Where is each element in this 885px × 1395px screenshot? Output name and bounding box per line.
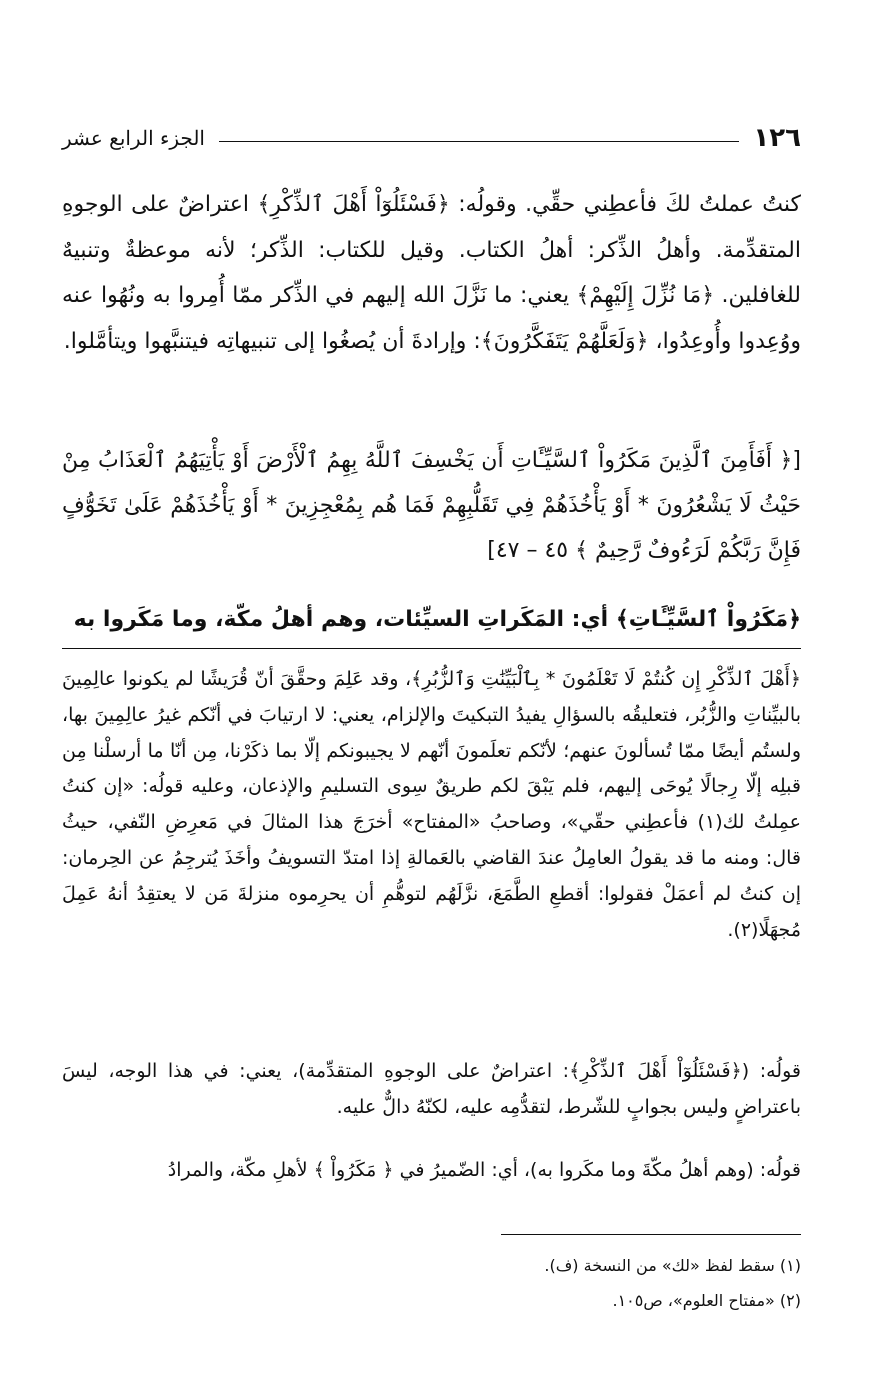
- commentary-paragraph-3: قولُه: (وهم أهلُ مكّةَ وما مكَروا به)، أي: الضّميرُ في ﴿ مَكَرُواْ ﴾ لأهلِ مكّة، والمرادُ: [167, 1159, 801, 1181]
- main-text: [62, 182, 801, 364]
- commentary-paragraph: ﴿أَهْلَ ٱلذِّكْرِ إِن كُنتُمْ لَا تَعْلَمُونَ * بِٱلْبَيِّنَٰتِ وَٱلزُّبُرِ﴾، وقد عَلِمَ وحقَّقَ أنّ قُرَيشًا لم يكونوا عالِمِينَ بالبيِّناتِ والزُّبُر، فتعليقُه بالسؤالِ يفيدُ التبكيتَ والإلزام، يعني: لا ارتيابَ في أنّكم غيرُ عالِمِينَ بها، ولستُم أيضًا ممّا تُسألونَ عنهم؛ لأنّكم تعلَمونَ أنّهم لا يجيبونكم إلّا بما ذكَرْنا، مِن أنّا ما أرسلْنا مِن قبلِه إلّا رِجالًا يُوحَى إليهم، فلم يَبْقَ لكم طريقٌ سِوى التسليمِ والإذعان، وعليه قولُه: «إن كنتُ عمِلتُ لك(١) فأعطِني حقّي»، وصاحبُ «المفتاح» أخرَجَ هذا المثالَ في مَعرِضِ النّفي، حيثُ قال: ومنه ما قد يقولُ العامِلُ عندَ القاضي بالعَمالةِ إذا امتدّ التسويفُ وأخَذَ يُترجِمُ عن الحِرمان: إن كنتُ لم أعمَلْ فقولوا: أقطعِ الطَّمَعَ، نزَّلَهُم لتوهُّمِ أن يحرِموه منزلةَ مَن لا يعتقِدُ أنهُ عَمِلَ مُجهَلًا(٢).: [62, 668, 801, 941]
- quran-verse-block: [62, 438, 801, 573]
- commentary-block-2: [62, 1053, 801, 1125]
- commentary-block: [62, 662, 801, 948]
- footnote-1: (١) سقط لفظ «لك» من النسخة (ف).: [544, 1256, 801, 1275]
- page-number: ١٢٦: [753, 123, 801, 153]
- lemma-text: ﴿مَكَرُواْ ٱلسَّيِّـَٔاتِ﴾ أي: المَكَراتِ السيِّئات، وهم أهلُ مكّة، وما مَكَروا به: [73, 607, 801, 632]
- commentary-block-3: [62, 1152, 801, 1188]
- footnote-2: (٢) «مفتاح العلوم»، ص١٠٥.: [612, 1291, 801, 1310]
- running-title: الجزء الرابع عشر: [62, 126, 205, 150]
- quran-verse: [﴿ أَفَأَمِنَ ٱلَّذِينَ مَكَرُواْ ٱلسَّيِّـَٔاتِ أَن يَخْسِفَ ٱللَّهُ بِهِمُ ٱلْأَرْضَ أَوْ يَأْتِيَهُمُ ٱلْعَذَابُ مِنْ حَيْثُ لَا يَشْعُرُونَ * أَوْ يَأْخُذَهُمْ فِي تَقَلُّبِهِمْ فَمَا هُم بِمُعْجِزِينَ * أَوْ يَأْخُذَهُمْ عَلَىٰ تَخَوُّفٍ فَإِنَّ رَبَّكُمْ لَرَءُوفٌ رَّحِيمٌ ﴾ ٤٥ – ٤٧]: [62, 448, 801, 563]
- page-header: [62, 118, 801, 158]
- lemma-heading: [62, 598, 801, 649]
- footnotes: [62, 1248, 801, 1318]
- header-rule: [219, 141, 739, 142]
- main-paragraph: كنتُ عملتُ لكَ فأعطِني حقِّي. وقولُه: ﴿فَسْئَلُوٓاْ أَهْلَ ٱلذِّكْرِ﴾ اعتراضٌ على الوجوهِ المتقدِّمة. وأهلُ الذِّكر: أهلُ الكتاب. وقيل للكتاب: الذِّكر؛ لأنه موعظةٌ وتنبيهٌ للغافلين. ﴿مَا نُزِّلَ إِلَيْهِمْ﴾ يعني: ما نَزَّلَ الله إليهم في الذِّكر ممّا أُمِروا به ونُهُوا عنه ووُعِدوا وأُوعِدُوا، ﴿وَلَعَلَّهُمْ يَتَفَكَّرُونَ﴾: وإرادةَ أن يُصغُوا إلى تنبيهاتِه فيتنبَّهوا ويتأمَّلوا.: [62, 192, 801, 354]
- footnote-rule: [501, 1234, 801, 1235]
- commentary-paragraph-2: قولُه: (﴿فَسْئَلُوٓاْ أَهْلَ ٱلذِّكْرِ﴾: اعتراضٌ على الوجوهِ المتقدِّمة)، يعني: في هذا الوجه، ليسَ باعتراضٍ وليس بجوابٍ للشّرط، لتقدُّمِه عليه، لكنّهُ دالٌّ عليه.: [62, 1060, 801, 1118]
